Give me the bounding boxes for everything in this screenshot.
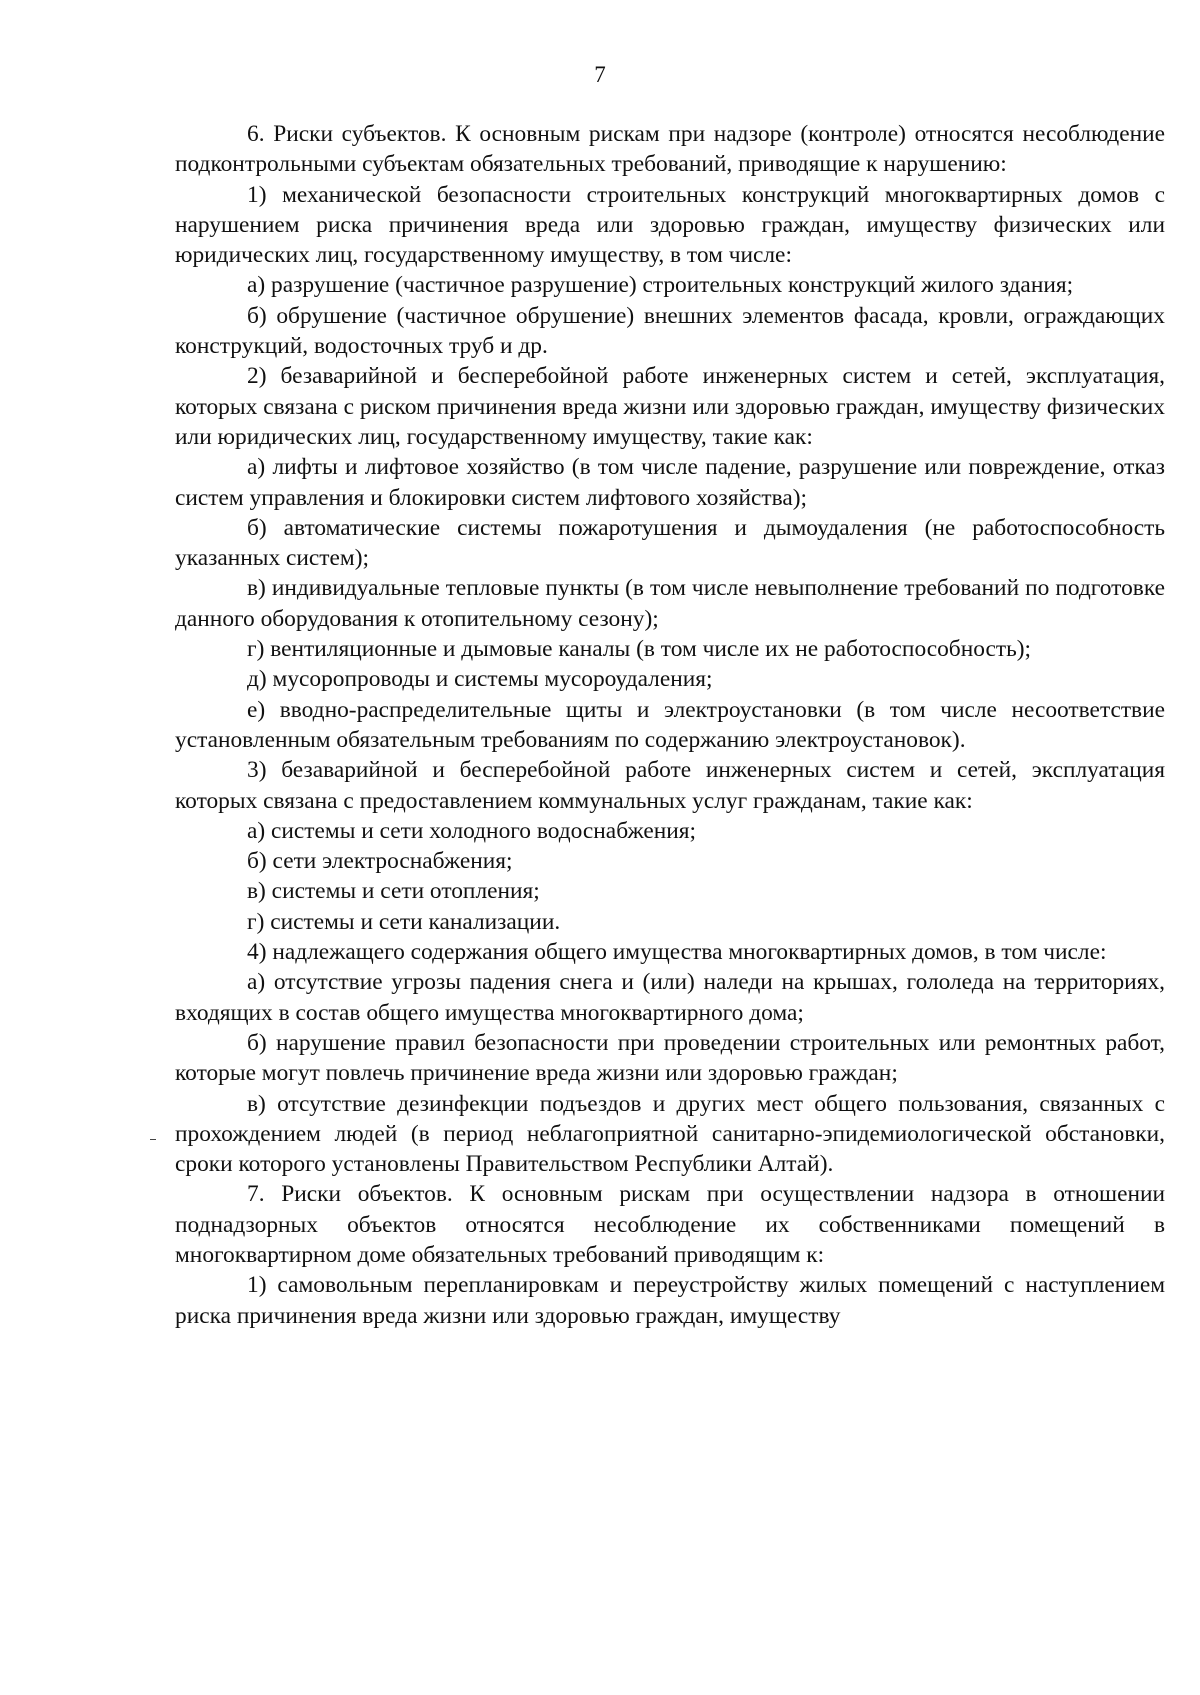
list-item-4b: б) нарушение правил безопасности при проведении строительных или ремонтных работ, которые могут повлечь причинение вреда жизни или здоровью граждан; (175, 1029, 1165, 1087)
list-item-3b: б) сети электроснабжения; (247, 848, 513, 875)
list-item-2b: б) автоматические системы пожаротушения и дымоудаления (не работоспособность указанных систем); (175, 514, 1165, 572)
scan-artifact-mark (150, 1139, 156, 1140)
list-item-2d: д) мусоропроводы и системы мусороудаления; (247, 666, 713, 693)
list-item-2g: г) вентиляционные и дымовые каналы (в том числе их не работоспособность); (247, 636, 1032, 663)
list-item-2v: в) индивидуальные тепловые пункты (в том числе невыполнение требований по подготовке данного оборудования к отопительному сезону); (175, 575, 1165, 632)
list-item-7-1: 1) самовольным перепланировкам и переустройству жилых помещений с наступлением риска причинения вреда жизни или здоровью граждан, имуществу (175, 1272, 1165, 1329)
page-number: 7 (594, 62, 606, 87)
list-item-2-engineering-systems: 2) безаварийной и бесперебойной работе инженерных систем и сетей, эксплуатация, которых связана с риском причинения вреда жизни или здоровью граждан, имуществу физических или юридических лиц, государственному имуществу, такие как: (175, 363, 1165, 450)
list-item-3a: а) системы и сети холодного водоснабжения; (247, 817, 697, 844)
paragraph-7-object-risks: 7. Риски объектов. К основным рискам при осуществлении надзора в отношении поднадзорных объектов относятся несоблюдение их собственниками помещений в многоквартирном доме обязательных требований приводящим к: (175, 1181, 1165, 1268)
list-item-1-mechanical-safety: 1) механической безопасности строительных конструкций многоквартирных домов с нарушением риска причинения вреда или здоровью граждан, имуществу физических или юридических лиц, государственному имуществу, в том числе: (175, 181, 1165, 269)
list-item-4a: а) отсутствие угрозы падения снега и (или) наледи на крышах, гололеда на территориях, входящих в состав общего имущества многоквартирного дома; (175, 969, 1165, 1026)
document-body (175, 119, 1165, 1331)
list-item-2e: е) вводно-распределительные щиты и электроустановки (в том числе несоответствие установленным обязательным требованиям по содержанию электроустановок). (175, 696, 1165, 753)
list-item-4-common-property: 4) надлежащего содержания общего имущества многоквартирных домов, в том числе: (247, 939, 1107, 966)
paragraph-6-subject-risks: 6. Риски субъектов. К основным рискам при надзоре (контроле) относятся несоблюдение подконтрольными субъектам обязательных требований, приводящие к нарушению: (175, 121, 1165, 178)
list-item-1a: а) разрушение (частичное разрушение) строительных конструкций жилого здания; (247, 272, 1074, 299)
list-item-3v: в) системы и сети отопления; (247, 878, 540, 905)
list-item-3g: г) системы и сети канализации. (247, 908, 561, 935)
list-item-1b: б) обрушение (частичное обрушение) внешних элементов фасада, кровли, ограждающих конструкций, водосточных труб и др. (175, 302, 1165, 360)
list-item-3-utility-systems: 3) безаварийной и бесперебойной работе инженерных систем и сетей, эксплуатация которых связана с предоставлением коммунальных услуг гражданам, такие как: (175, 757, 1165, 814)
list-item-2a: а) лифты и лифтовое хозяйство (в том числе падение, разрушение или повреждение, отказ систем управления и блокировки систем лифтового хозяйства); (175, 454, 1165, 511)
list-item-4v: в) отсутствие дезинфекции подъездов и других мест общего пользования, связанных с прохождением людей (в период неблагоприятной санитарно-эпидемиологической обстановки, сроки которого установлены Правительством Республики Алтай). (175, 1090, 1165, 1178)
